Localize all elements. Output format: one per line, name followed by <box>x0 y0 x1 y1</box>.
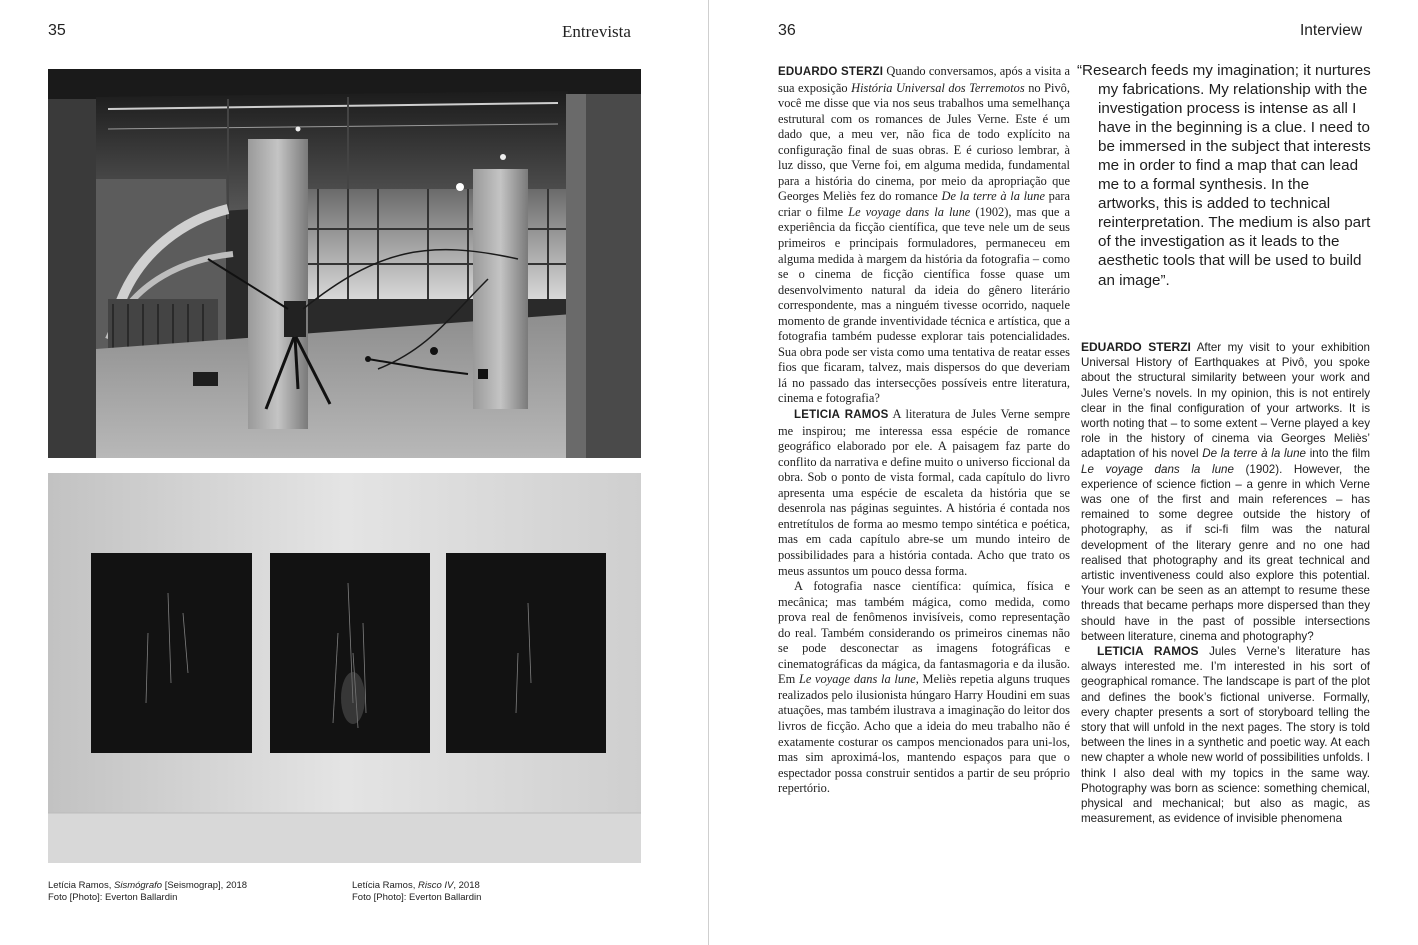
pt-question-paragraph <box>778 64 1070 407</box>
body-text: , Meliès repetia alguns truques realizados pelo ilusionista húngaro Harry Houdini em suas atuações, mas também ilustrava a imaginação do leitor dos livros de ficção. Acho que a ideia do meu trabalho não é exatamente costurar os campos mencionados para uni-los, mas sim aproximá-los, mantendo espaços para que o espectador possa construir sentidos a partir de seu próprio repertório. <box>778 672 1070 796</box>
en-answer-paragraph <box>1081 644 1370 826</box>
body-text: Quando conversamos, após a visita a sua exposição <box>778 64 1071 95</box>
right-page-number: 36 <box>778 22 796 39</box>
speaker-name: EDUARDO STERZI <box>1081 340 1191 354</box>
caption-installation <box>48 880 247 904</box>
right-section-title: Interview <box>1300 22 1363 39</box>
body-text: into the film <box>1305 447 1370 461</box>
body-text: A fotografia nasce científica: química, física e mecânica; mas também mágica, como medida, como prova real de fenômenos invisíveis, como representação do real. Também considerando os primeiros cinemas não se pode desconectar as imagens fotográficas e cinematográficas da mágica, da fantasmagoria e da ilusão. Em <box>778 579 1070 687</box>
left-section-title: Entrevista <box>562 22 631 41</box>
pull-quote-text: “Research feeds my imagination; it nurtures my fabrications. My relationship with the investigation process is intense as all I have in the beginning is a clue. I need to be immersed in the subject that interests me in order to find a map that can lead me to a formal synthesis. In the artworks, this is added to technical reinterpretation. The medium is also part of the investigation as it leads to the aesthetic tools that will be used to build an image”. <box>1077 62 1371 289</box>
body-text: (1902). However, the experience of science fiction – a genre in which Verne was one of the first and main references – has remained to some degree outside the history of photography, as if sci-fi film was the natural development of the literary genre and no one had realised that photography and its great technical and artistic inventiveness could also explore this potential. Your work can be seen as an attempt to resume these threads that became perhaps more dispersed than they should have in the past of possible intersections between literature, cinema and photography? <box>1081 462 1371 643</box>
speaker-name: LETICIA RAMOS <box>1097 644 1199 659</box>
left-page-number: 35 <box>48 22 66 39</box>
body-text: para criar o filme <box>778 189 1070 219</box>
body-text: no Pivô, você me disse que via nos seus trabalhos uma semelhança estrutural com os romances de Jules Verne. Este é um dado que, a meu ver, não fica de todo explícito na configuração final de suas obras. E é curioso lembrar, à luz disso, que Verne foi, em alguma medida, fundamental para a história do cinema, por meio da apropriação que Georges Meliès fez do romance <box>778 80 1070 204</box>
film-title: Le voyage dans la lune <box>848 204 971 219</box>
caption-details: , 2018 <box>453 880 480 891</box>
triptych-photo <box>48 473 641 863</box>
en-question-paragraph <box>1081 340 1370 644</box>
caption-credit: Foto [Photo]: Everton Ballardin <box>48 892 178 903</box>
body-text: A literatura de Jules Verne sempre me inspirou; me interessa essa espécie de romance geográfico elaborado por ele. A paisagem faz parte do conflito da narrativa e define muito o universo ficcional da obra. Sob o ponto de vista formal, cada capítulo do livro apresenta uma espécie de escaleta da história que se desenrola nas páginas seguintes. A história é contada nos entretítulos de forma ao mesmo tempo sintética e poética, mas em cada capítulo abre-se um mundo inteiro de possibilidades para a história contada. Acho que trato os meus assuntos um pouco dessa forma. <box>778 407 1070 578</box>
novel-title: De la terre à la lune <box>941 189 1045 204</box>
pt-answer-paragraph <box>778 407 1070 579</box>
pull-quote <box>1077 61 1372 290</box>
exhibition-title: História Universal dos Terremotos <box>851 80 1025 95</box>
page-gutter <box>708 0 709 945</box>
installation-photo <box>48 69 641 458</box>
novel-title: De la terre à la lune <box>1202 447 1306 461</box>
caption-artist: Letícia Ramos, <box>48 880 114 891</box>
speaker-name: LETICIA RAMOS <box>794 409 889 422</box>
caption-artist: Letícia Ramos, <box>352 880 418 891</box>
speaker-name: EDUARDO STERZI <box>778 66 884 78</box>
caption-title: Risco IV <box>418 880 454 891</box>
caption-triptych <box>352 880 481 904</box>
caption-details: [Seismograp], 2018 <box>162 880 248 891</box>
pt-answer-paragraph <box>778 579 1070 797</box>
body-text: After my visit to your exhibition Universal History of Earthquakes at Pivô, you spoke about the structural similarity between your work and Jules Verne’s novels. In my opinion, this is not entirely clear in the final configuration of your artworks. It is worth noting that – to some extent – Verne played a key role in the history of cinema via Georges Meliès’ adaptation of his novel <box>1081 341 1370 461</box>
english-text-column <box>1081 340 1370 827</box>
caption-title: Sismógrafo <box>114 880 163 891</box>
body-text: (1902), mas que a experiência da ficção científica, que teve nele um de seus primeiros e principais formuladores, permaneceu em alguma medida à margem da história da fotografia – como se o cinema de ficção científica fosse quase um desenvolvimento natural da ideia do gênero literário correspondente, mas a ninguém tivesse ocorrido, naquele momento de grande inventividade técnica e artística, que a fotografia também pudesse explorar tais potencialidades. Sua obra pode ser vista como uma tentativa de reatar esses fios que ficaram, talvez, mais dispersos do que deveriam lá no passado das intersecções possíveis entre literatura, cinema e fotografia? <box>778 204 1070 406</box>
body-text: Jules Verne’s literature has always interested me. I’m interested in his sort of geographical romance. The landscape is part of the plot and defines the book’s fictional universe. Formally, every chapter presents a sort of storyboard telling the story that will unfold in the next pages. The story is told between the lines in a synthetic and poetic way. At each new chapter a whole new world of possibilities unfolds. I think I also deal with my topics in the same way. Photography was born as science: something chemical, physical and mechanical; but also as magic, as measurement, as evidence of invisible phenomena <box>1081 645 1370 826</box>
film-title: Le voyage dans la lune <box>798 672 916 687</box>
caption-credit: Foto [Photo]: Everton Ballardin <box>352 892 482 903</box>
portuguese-text-column <box>778 64 1070 797</box>
film-title: Le voyage dans la lune <box>1081 462 1234 476</box>
